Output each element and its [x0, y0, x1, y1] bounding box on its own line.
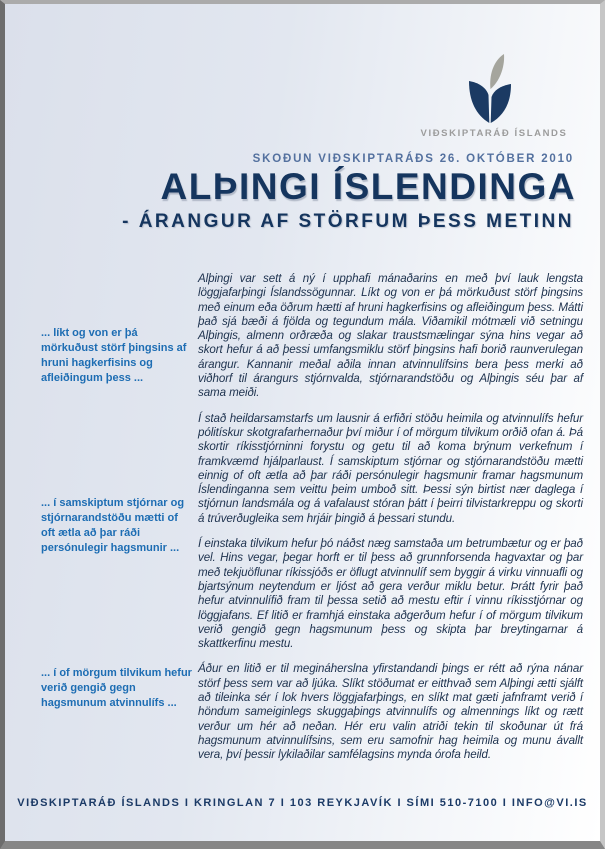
body-paragraph-4: Áður en litið er til megináherslna yfirstandandi þings er rétt að rýna nánar störf þess sem var að ljúka. Slíkt stöðumat er eitthvað sem Alþingi ætti sjálft að tileinka sér í lok hvers löggjafarþings, en slíkt mat gæti jafnframt verið í höndum sameiginlegs skuggaþings atvinnulífs og almennings líkt og rætt verður um hér að neðan. Hér eru valin atriði tekin til skoðunar út frá hagsmunum atvinnulífsins, sem eru samofnir hag heimila og munu ávallt vera, því þessir lykilaðilar samfélagsins mynda órofa heild. — [198, 662, 583, 762]
footer-contact-line: VIÐSKIPTARÁÐ ÍSLANDS I KRINGLAN 7 I 103 REYKJAVÍK I SÍMI 510-7100 I INFO@VI.IS — [17, 797, 588, 809]
vi-leaf-logo-icon — [467, 51, 513, 127]
document-page — [5, 4, 600, 841]
pull-quote-3: ... í of mörgum tilvikum hefur verið gengið gegn hagsmunum atvinnulífs ... — [41, 667, 192, 709]
logo-right-petal-icon — [491, 84, 511, 123]
pull-quote-1: ... líkt og von er þá mörkuðust störf þingsins af hruni hagkerfisins og afleiðingum þess ... — [41, 327, 187, 384]
document-kicker: SKOÐUN VIÐSKIPTARÁÐS 26. OKTÓBER 2010 — [252, 153, 574, 165]
pull-quote-2: ... í samskiptum stjórnar og stjórnarandstöðu mætti of oft ætla að þar ráði persónulegir hagsmunir ... — [41, 497, 185, 554]
body-paragraph-3: Í einstaka tilvikum hefur þó náðst næg samstaða um betrumbætur og er það vel. Hins vegar, þegar horft er til þess að grunnforsenda hagvaxtar og þar með tekjuöflunar ríkissjóðs er öflugt atvinnulíf sem byggir á virku vinnuafli og bjartsýnum neytendum er ljóst að gera verður miklu betur. Þrátt fyrir það hefur atvinnulífið fram til þessa setið að mestu eftir í vinnu ríkisstjórnar og löggjafans. Ef litið er framhjá einstaka aðgerðum hefur í of mörgum tilvikum verið gengið gegn hagsmunum þess og skipta þar breytingarnar á skattkerfinu mestu. — [198, 537, 583, 651]
logo-left-petal-icon — [469, 81, 489, 123]
body-paragraph-2: Í stað heildarsamstarfs um lausnir á erfiðri stöðu heimila og atvinnulífs hefur pólitískur skotgrafarhernaður því miður í of mörgum tilvikum orðið ofan á. Þá skortir ríkisstjórninni forystu og getu til að koma brýnum verkefnum í framkvæmd hjálparlaust. Í samskiptum stjórnar og stjórnarandstöðu mætti einnig of oft ætla að þar ráði persónulegir hagsmunir framar hagsmunum Íslendinganna sem veittu þeim umboð sitt. Þessi sýn birtist nær daglega í stjórnun landsmála og á vafalaust stóran þátt í þeirri tilvistarkreppu og skorti á trúverðugleika sem hrjáir þingið á þessari stundu. — [198, 411, 583, 525]
body-paragraph-1: Alþingi var sett á ný í upphafi mánaðarins en með því lauk lengsta löggjafarþingi Íslandssögunnar. Líkt og von er þá mörkuðust störf þingsins með einum eða öðrum hætti af hruni hagkerfisins og afleiðingum þess. Mátti það sjá bæði á fjölda og tegundum mála. Viðamikil mótmæli við setningu Alþingis, almenn orðræða og slakar traustsmælingar sýna hins vegar að skort hefur á að þessi umfangsmiklu störf þingsins hafi borið raunverulegan árangur. Kannanir meðal aðila innan atvinnulífsins bera þess merki að viðhorf til árangurs stjórnvalda, stjórnarandstöðu og Alþingis séu þar af sama meiði. — [198, 272, 583, 400]
document-subtitle: - ÁRANGUR AF STÖRFUM ÞESS METINN — [122, 211, 574, 232]
document-title: ALÞINGI ÍSLENDINGA — [160, 166, 576, 207]
body-text-column — [198, 272, 583, 774]
logo-caption: VIÐSKIPTARÁÐ ÍSLANDS — [420, 128, 568, 139]
logo-gray-leaf-icon — [490, 54, 504, 89]
